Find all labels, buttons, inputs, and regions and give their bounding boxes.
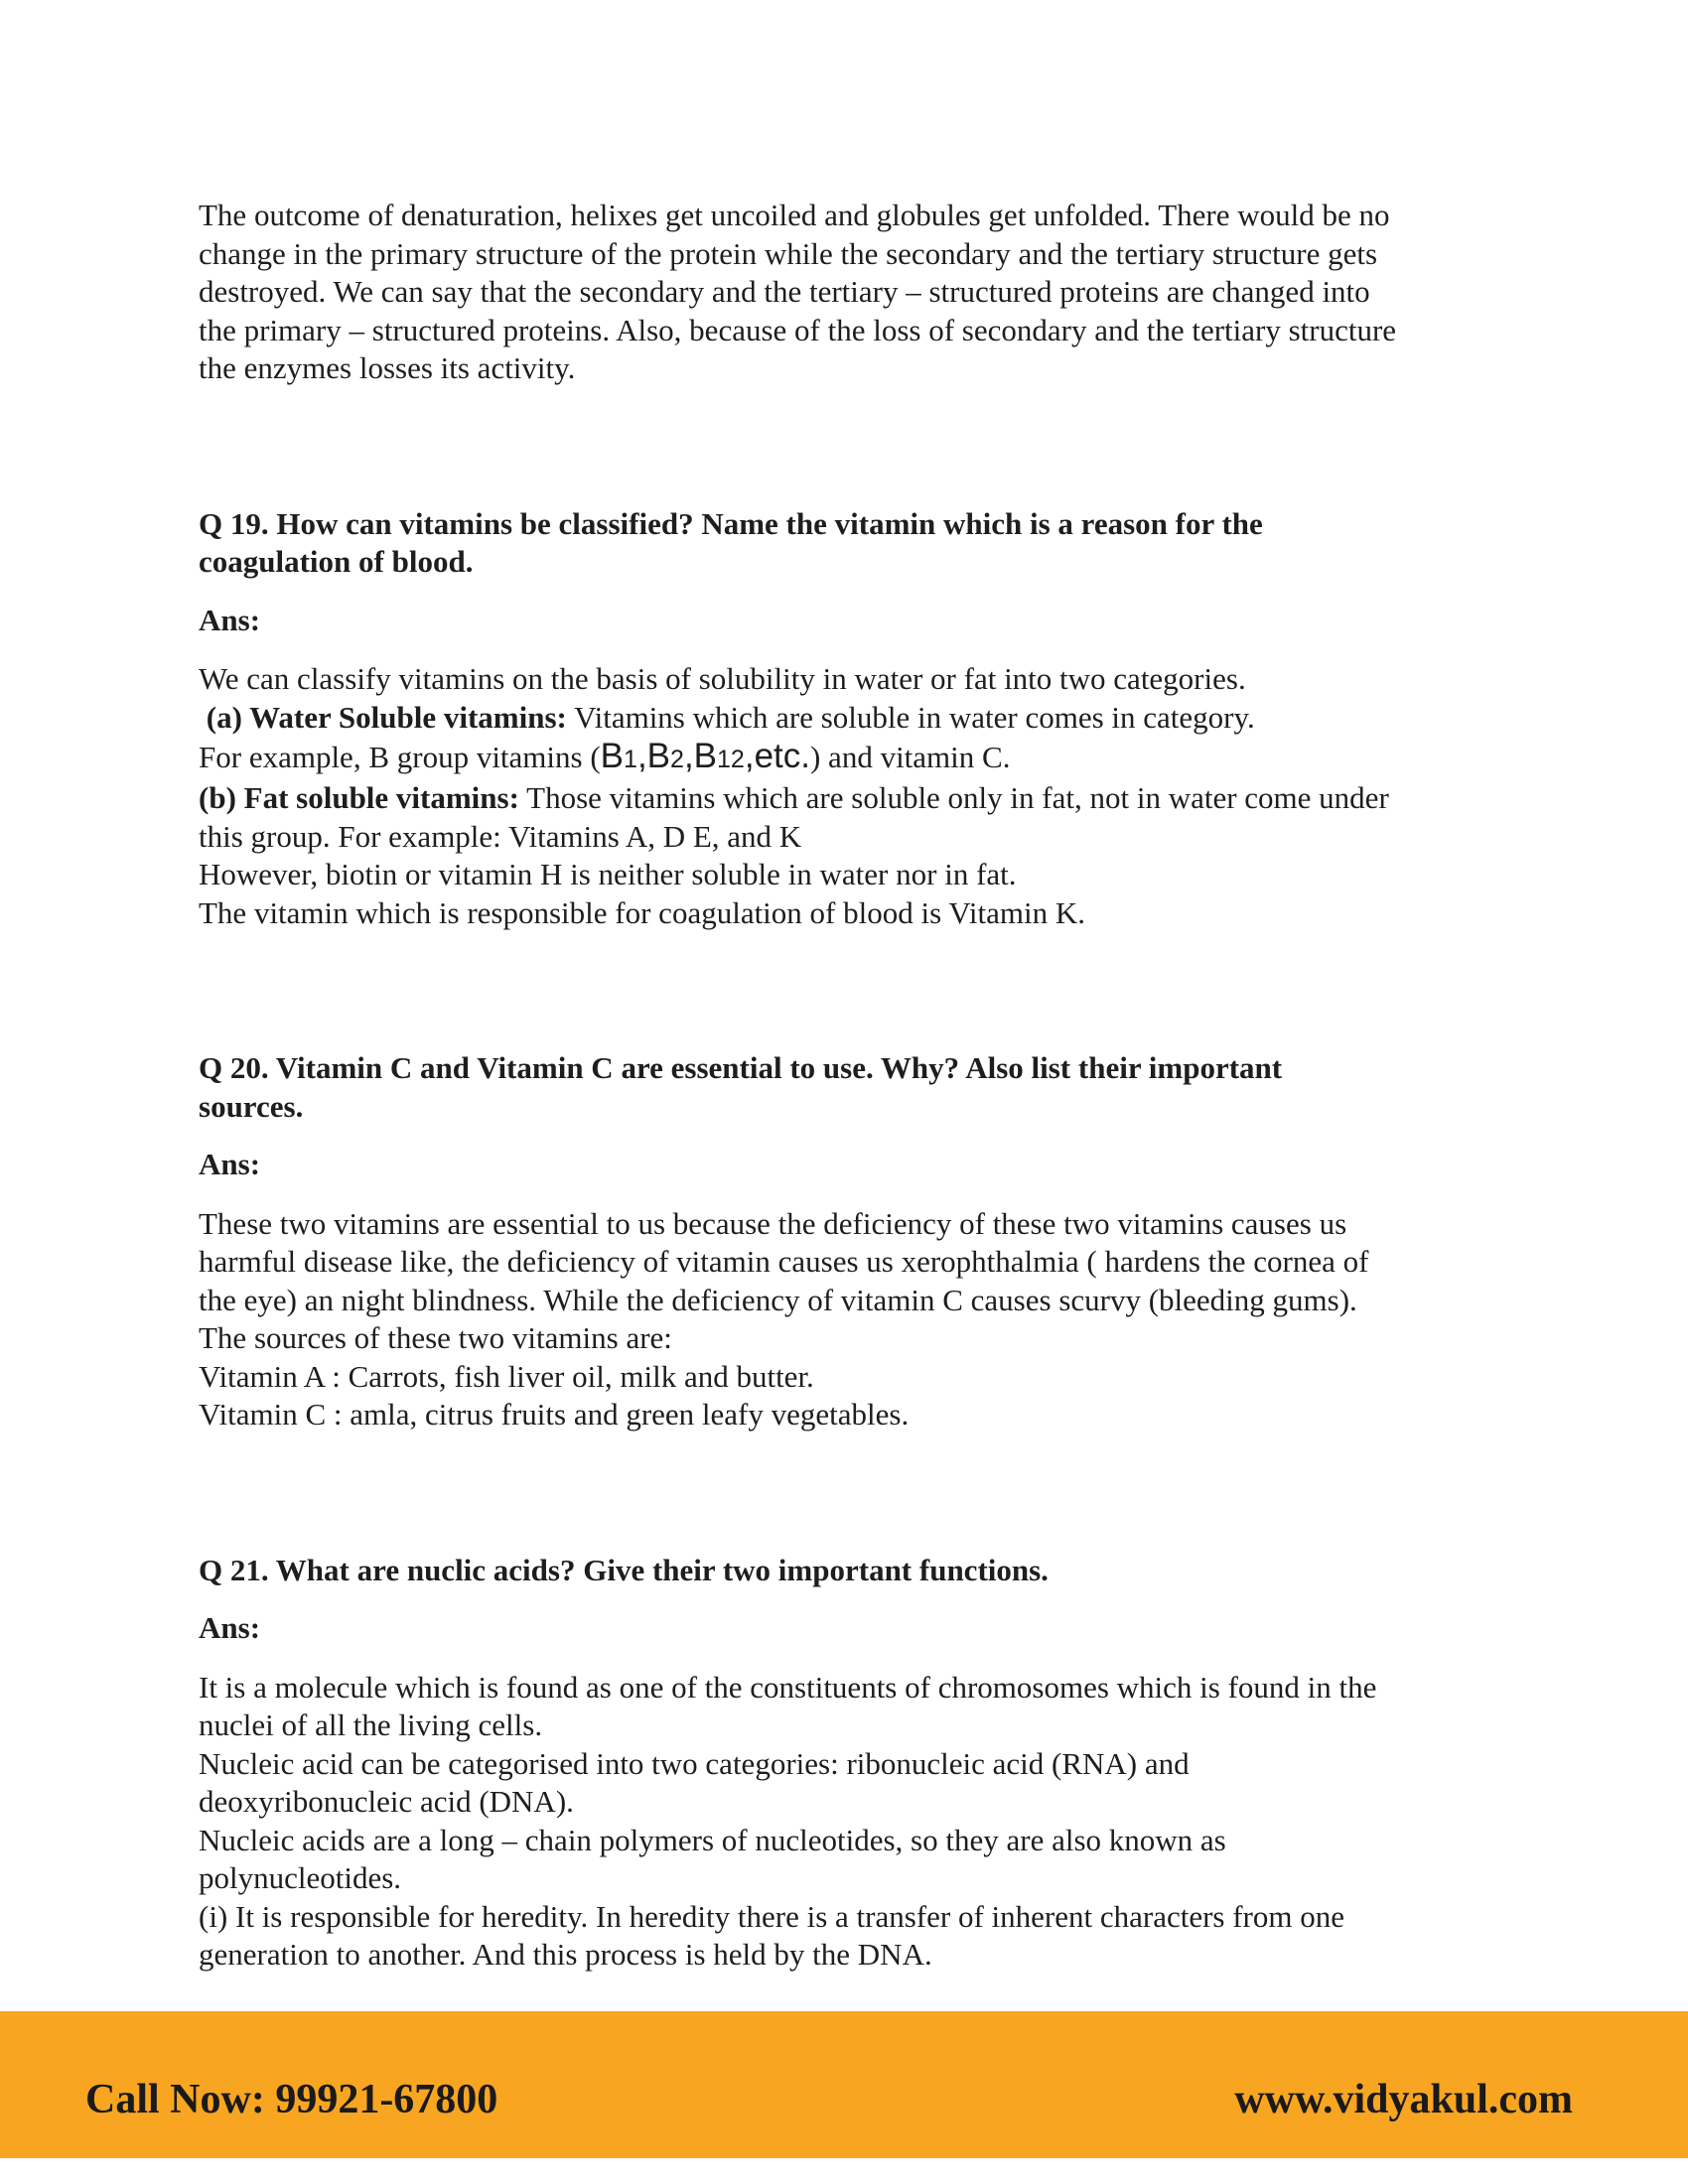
text-line	[199, 699, 1509, 738]
text-line: Nucleic acid can be categorised into two categories: ribonucleic acid (RNA) and	[199, 1745, 1190, 1781]
text-span: 1	[624, 746, 637, 773]
text-line: harmful disease like, the deficiency of vitamin causes us xerophthalmia ( hardens the cornea of	[199, 1244, 1369, 1279]
text-line: the eye) an night blindness. While the deficiency of vitamin C causes scurvy (bleeding gums).	[199, 1282, 1357, 1317]
text-span: B	[646, 737, 671, 775]
question-heading: sources.	[199, 1088, 304, 1124]
text-line: Vitamin C : amla, citrus fruits and green leafy vegetables.	[199, 1397, 910, 1432]
text-span: B	[693, 737, 718, 775]
text-span: ,	[683, 737, 694, 775]
bold-label: (b) Fat soluble vitamins:	[199, 780, 519, 815]
vitamin-list	[600, 737, 810, 775]
text-line: The sources of these two vitamins are:	[199, 1320, 672, 1355]
text-line: polynucleotides.	[199, 1860, 402, 1895]
question-heading: Q 19. How can vitamins be classified? Name the vitamin which is a reason for the	[199, 505, 1263, 541]
answer-21	[199, 1669, 1509, 1975]
text-line: nuclei of all the living cells.	[199, 1707, 543, 1742]
text-span: 2	[670, 746, 684, 773]
text-span: ,etc.	[744, 737, 810, 775]
question-21	[199, 1552, 1509, 1975]
text-span: B	[600, 737, 625, 775]
answer-label: Ans:	[199, 1147, 261, 1181]
text-span: ) and vitamin C.	[809, 740, 1011, 774]
document-body	[199, 197, 1509, 1975]
answer-label: Ans:	[199, 1610, 261, 1645]
text-line: The outcome of denaturation, helixes get uncoiled and globules get unfolded. There would be no	[199, 198, 1390, 232]
question-heading: coagulation of blood.	[199, 544, 474, 579]
text-line: The vitamin which is responsible for coagulation of blood is Vitamin K.	[199, 894, 1085, 930]
text-line: this group. For example: Vitamins A, D E, and K	[199, 818, 802, 854]
text-span: 12	[717, 746, 745, 773]
question-heading: Q 20. Vitamin C and Vitamin C are essential to use. Why? Also list their important	[199, 1050, 1283, 1085]
text-line: It is a molecule which is found as one of the constituents of chromosomes which is found in the	[199, 1669, 1377, 1705]
website-link[interactable]: www.vidyakul.com	[1234, 2077, 1573, 2122]
text-line: These two vitamins are essential to us because the deficiency of these two vitamins causes us	[199, 1205, 1347, 1241]
answer-19	[199, 660, 1509, 932]
intro-paragraph	[199, 197, 1509, 388]
text-line: Nucleic acids are a long – chain polymers of nucleotides, so they are also known as	[199, 1822, 1226, 1857]
answer-label: Ans:	[199, 602, 261, 637]
call-now-text: Call Now: 99921-67800	[85, 2077, 498, 2122]
question-heading: Q 21. What are nuclic acids? Give their two important functions.	[199, 1552, 1049, 1587]
text-span: For example, B group vitamins (	[199, 740, 601, 774]
question-20	[199, 1049, 1509, 1434]
text-line: However, biotin or vitamin H is neither soluble in water nor in fat.	[199, 857, 1017, 891]
text-span: Vitamins which are soluble in water comes in category.	[566, 699, 1255, 735]
answer-20	[199, 1205, 1509, 1434]
text-line: change in the primary structure of the protein while the secondary and the tertiary structure gets	[199, 235, 1378, 271]
text-span: ,	[636, 737, 647, 775]
text-line: destroyed. We can say that the secondary and the tertiary – structured proteins are changed into	[199, 274, 1370, 309]
text-line: generation to another. And this process is held by the DNA.	[199, 1937, 932, 1972]
question-19	[199, 505, 1509, 933]
text-line: deoxyribonucleic acid (DNA).	[199, 1784, 574, 1819]
text-line: the enzymes losses its activity.	[199, 350, 576, 385]
text-line	[199, 779, 1509, 818]
text-line: We can classify vitamins on the basis of solubility in water or fat into two categories.	[199, 661, 1246, 696]
footer-banner	[0, 2011, 1688, 2158]
text-line: Vitamin A : Carrots, fish liver oil, milk and butter.	[199, 1358, 814, 1394]
example-line	[199, 737, 1509, 779]
text-line: the primary – structured proteins. Also, because of the loss of secondary and the tertiary structure	[199, 312, 1397, 347]
text-line: (i) It is responsible for heredity. In heredity there is a transfer of inherent characters from one	[199, 1898, 1344, 1934]
bold-label: (a) Water Soluble vitamins:	[206, 699, 567, 735]
text-span: Those vitamins which are soluble only in fat, not in water come under	[518, 780, 1389, 815]
